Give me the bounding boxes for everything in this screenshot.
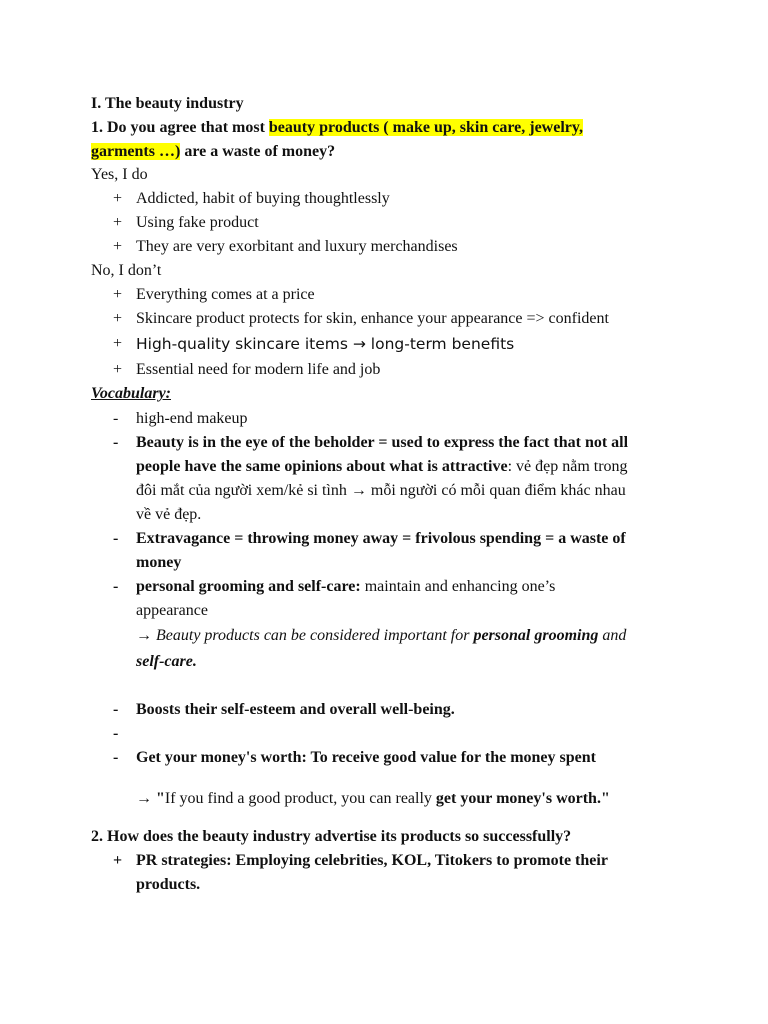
dash-bullet: - [113, 725, 119, 742]
vocab-item: Get your money's worth: To receive good value for the money spent [136, 749, 596, 766]
yes-item: Addicted, habit of buying thoughtlessly [136, 190, 390, 207]
quote-mark: " [156, 790, 165, 807]
vocab-example-cont: self-care. [136, 653, 197, 670]
dash-bullet: - [113, 434, 119, 451]
yes-heading: Yes, I do [91, 166, 148, 183]
example-emphasis: personal grooming [473, 627, 599, 644]
no-item: Skincare product protects for skin, enhance your appearance => confident [136, 310, 609, 327]
plus-bullet: + [113, 190, 123, 207]
no-item: High-quality skincare items → long-term benefits [136, 335, 515, 353]
example-emphasis: get your money's worth." [435, 790, 610, 807]
question-1-line-1 [91, 118, 583, 138]
q2-item: PR strategies: Employing celebrities, KOL, Titokers to promote their [136, 852, 608, 869]
question-1-highlight: beauty products ( make up, skin care, jewelry, [268, 119, 583, 136]
vocab-item-cont: đôi mắt của người xem/kẻ si tình → mỗi người có mỗi quan điểm khác nhau [136, 482, 626, 499]
vocab-item [136, 577, 555, 597]
example-text: → Beauty products can be considered important for [136, 627, 474, 644]
vocabulary-heading: Vocabulary: [91, 385, 171, 402]
vocab-item-cont: về vẻ đẹp. [136, 506, 202, 523]
example-text: If you find a good product, you can really [164, 790, 436, 807]
vocab-example [136, 626, 626, 646]
plus-bullet: + [113, 286, 123, 303]
plus-bullet: + [113, 852, 123, 869]
plus-bullet: + [113, 361, 123, 378]
plus-bullet: + [113, 310, 123, 327]
vocab-item: Beauty is in the eye of the beholder = used to express the fact that not all [136, 434, 629, 451]
question-1-highlight-cont: garments …) [91, 143, 181, 160]
dash-bullet: - [113, 578, 119, 595]
dash-bullet: - [113, 410, 119, 427]
vocab-term: people have the same opinions about what is attractive [136, 458, 508, 475]
dash-bullet: - [113, 701, 119, 718]
vocab-item-cont: money [136, 554, 182, 571]
arrow-icon: → [136, 790, 156, 807]
plus-bullet: + [113, 335, 123, 352]
vocab-item-cont [136, 457, 628, 477]
dash-bullet: - [113, 749, 119, 766]
vocab-item: high-end makeup [136, 410, 248, 427]
plus-bullet: + [113, 238, 123, 255]
section-title: I. The beauty industry [91, 95, 244, 112]
question-1-line-2 [91, 142, 335, 162]
vocab-definition: : vẻ đẹp nằm trong [507, 458, 628, 475]
yes-item: Using fake product [136, 214, 259, 231]
question-1-prefix: 1. Do you agree that most [91, 119, 269, 136]
question-1-suffix: are a waste of money? [180, 143, 336, 160]
vocab-item-cont: appearance [136, 602, 208, 619]
vocab-term: personal grooming and self-care: [136, 578, 361, 595]
example-text: and [598, 627, 627, 644]
no-item: Everything comes at a price [136, 286, 315, 303]
q2-item-cont: products. [136, 876, 201, 893]
dash-bullet: - [113, 530, 119, 547]
vocab-definition: maintain and enhancing one’s [360, 578, 556, 595]
vocab-example [136, 789, 610, 809]
no-heading: No, I don’t [91, 262, 162, 279]
vocab-item: Extravagance = throwing money away = frivolous spending = a waste of [136, 530, 626, 547]
plus-bullet: + [113, 214, 123, 231]
question-2: 2. How does the beauty industry advertise its products so successfully? [91, 828, 572, 845]
yes-item: They are very exorbitant and luxury merchandises [136, 238, 458, 255]
no-item: Essential need for modern life and job [136, 361, 381, 378]
vocab-item: Boosts their self-esteem and overall well-being. [136, 701, 455, 718]
